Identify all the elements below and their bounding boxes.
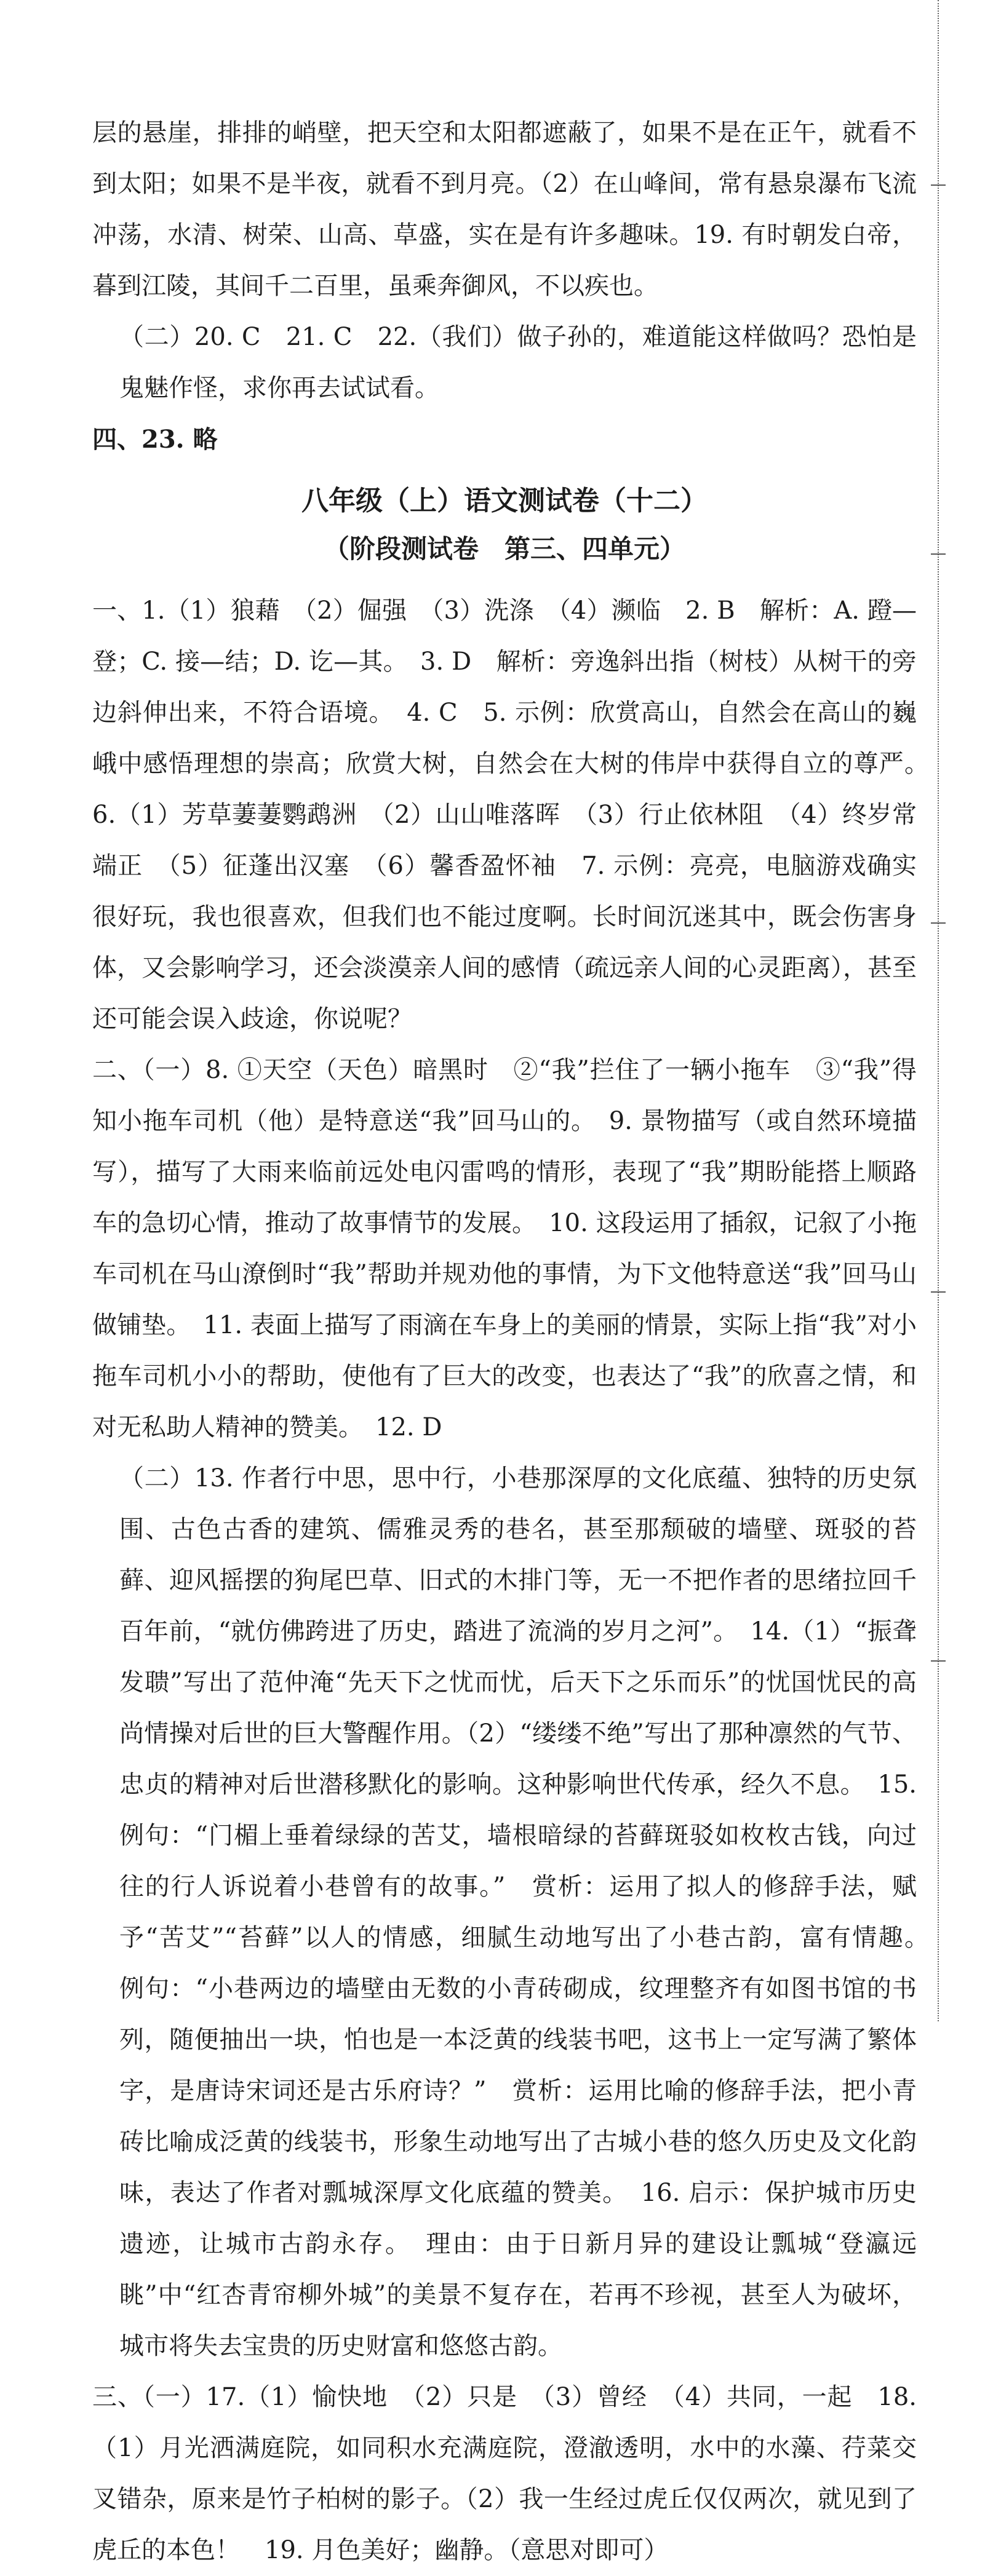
continued-answers-19: 层的悬崖，排排的峭壁，把天空和太阳都遮蔽了，如果不是在正午，就看不到太阳；如果不是半夜，就看不到月亮。（2）在山峰间，常有悬泉瀑布飞流冲荡，水清、树荣、山高、草盛，实在是有许多趣味。19. 有时朝发白帝，暮到江陵，其间千二百里，虽乘奔御风，不以疾也。 (92, 119, 917, 300)
section-1-answers: 一、1.（1）狼藉 （2）倔强 （3）洗涤 （4）濒临 2. B 解析：A. 蹬—登；C. 接—结；D. 讫—其。 3. D 解析：旁逸斜出指（树枝）从树干的旁边斜伸出来，不符合语境。 4. C 5. 示例：欣赏高山，自然会在高山的巍峨中感悟理想的崇高；欣赏大树，自然会在大树的伟岸中获得自立的尊严。 6.（1）芳草萋萋鹦鹉洲 （2）山山唯落晖 （3）行止依林阻 （4）终岁常端正 （5）征蓬出汉塞 （6）馨香盈怀袖 7. 示例：亮亮，电脑游戏确实很好玩，我也很喜欢，但我们也不能过度啊。长时间沉迷其中，既会伤害身体，又会影响学习，还会淡漠亲人间的感情（疏远亲人间的心灵距离），甚至还可能会误入歧途，你说呢？ (92, 596, 941, 1033)
binding-dotted-line (938, 0, 939, 2021)
binding-tick (931, 922, 946, 924)
binding-tick (931, 1660, 946, 1662)
test-title: 八年级（上）语文测试卷（十二） (301, 485, 708, 517)
test-subtitle: （阶段测试卷 第三、四单元） (323, 534, 685, 564)
section-3-answers: 三、（一）17.（1）愉快地 （2）只是 （3）曾经 （4）共同，一起 18.（1）月光洒满庭院，如同积水充满庭院，澄澈透明，水中的水藻、荇菜交叉错杂，原来是竹子柏树的影子。（2）我一生经过虎丘仅仅两次，就见到了虎丘的本色！ 19. 月色美好；幽静。（意思对即可） (92, 2383, 917, 2564)
answer-content (92, 108, 941, 2576)
binding-tick (931, 1291, 946, 1293)
section-2-part-2-answers: （二）13. 作者行中思，思中行，小巷那深厚的文化底蕴、独特的历史氛围、古色古香的建筑、儒雅灵秀的巷名，甚至那颓破的墙壁、斑驳的苔藓、迎风摇摆的狗尾巴草、旧式的木排门等，无一不把作者的思绪拉回千百年前，“就仿佛跨进了历史，踏进了流淌的岁月之河”。 14.（1）“振聋发聩”写出了范仲淹“先天下之忧而忧，后天下之乐而乐”的忧国忧民的高尚情操对后世的巨大警醒作用。（2）“缕缕不绝”写出了那种凛然的气节、忠贞的精神对后世潜移默化的影响。这种影响世代传承，经久不息。 15. 例句：“门楣上垂着绿绿的苦艾，墙根暗绿的苔藓斑驳如枚枚古钱，向过往的行人诉说着小巷曾有的故事。” 赏析：运用了拟人的修辞手法，赋予“苦艾”“苔藓”以人的情感，细腻生动地写出了小巷古韵，富有情趣。 例句：“小巷两边的墙壁由无数的小青砖砌成，纹理整齐有如图书馆的书列，随便抽出一块，怕也是一本泛黄的线装书吧，这书上一定写满了繁体字，是唐诗宋词还是古乐府诗？” 赏析：运用比喻的修辞手法，把小青砖比喻成泛黄的线装书，形象生动地写出了古城小巷的悠久历史及文化韵味，表达了作者对瓢城深厚文化底蕴的赞美。 16. 启示：保护城市历史遗迹，让城市古韵永存。 理由：由于日新月异的建设让瓢城“登瀛远眺”中“红杏青帘柳外城”的美景不复存在，若再不珍视，甚至人为破坏，城市将失去宝贵的历史财富和悠悠古韵。 (119, 1464, 941, 2360)
binding-tick (931, 184, 946, 186)
continued-answers-20-22: （二）20. C 21. C 22.（我们）做子孙的，难道能这样做吗？恐怕是鬼魅作怪，求你再去试试看。 (119, 323, 917, 402)
section-2-part-1-answers: 二、（一）8. ①天空（天色）暗黑时 ②“我”拦住了一辆小拖车 ③“我”得知小拖车司机（他）是特意送“我”回马山的。 9. 景物描写（或自然环境描写），描写了大雨来临前远处电闪雷鸣的情形，表现了“我”期盼能搭上顺路车的急切心情，推动了故事情节的发展。 10. 这段运用了插叙，记叙了小拖车司机在马山潦倒时“我”帮助并规劝他的事情，为下文他特意送“我”回马山做铺垫。 11. 表面上描写了雨滴在车身上的美丽的情景，实际上指“我”对小拖车司机小小的帮助，使他有了巨大的改变，也表达了“我”的欣喜之情，和对无私助人精神的赞美。 12. D (92, 1056, 917, 1441)
binding-tick (931, 553, 946, 555)
continued-answers-23: 四、23. 略 (92, 425, 218, 454)
